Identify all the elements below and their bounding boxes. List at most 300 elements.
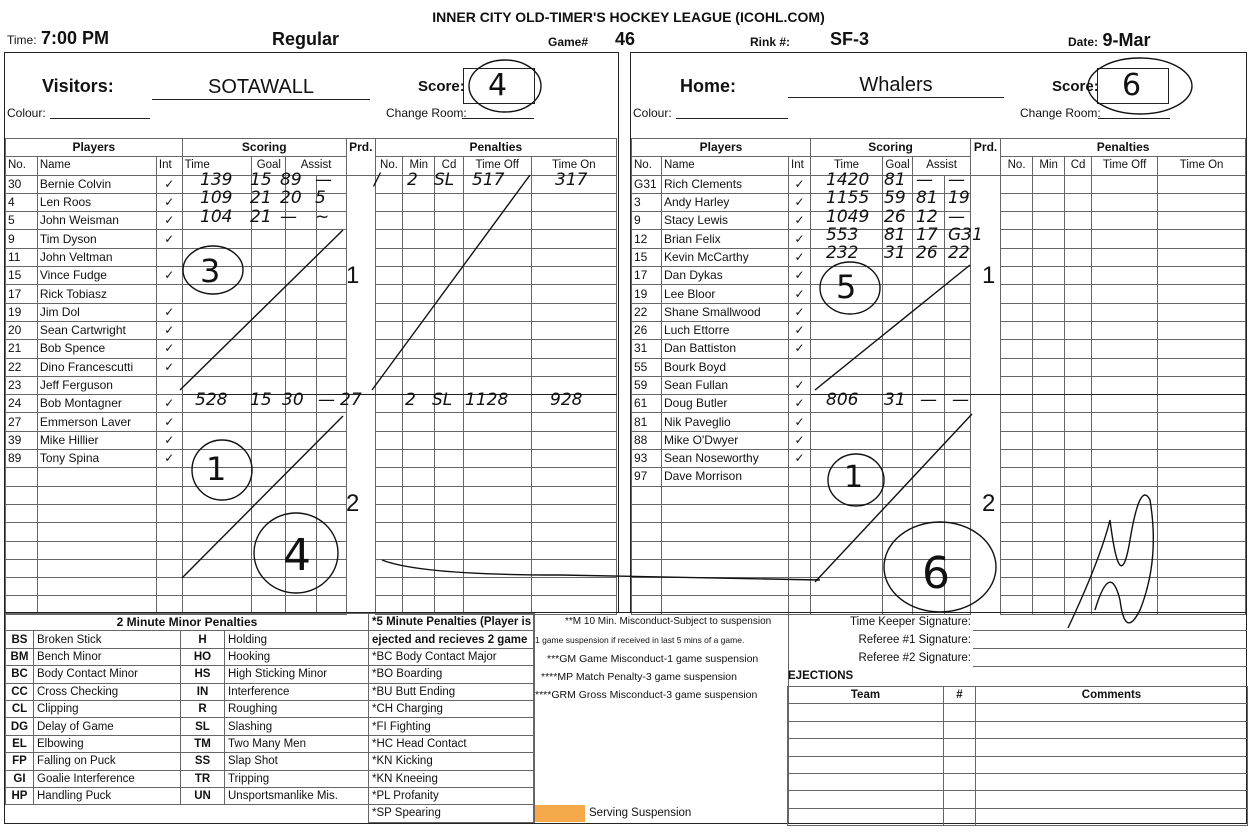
major-row: [369, 770, 534, 787]
home-p1-slash: [815, 265, 970, 390]
hw-goal: 59: [884, 188, 906, 209]
cell-no[interactable]: 23: [6, 376, 38, 394]
cell-name[interactable]: John Veltman: [37, 248, 156, 266]
min-col: Min: [1033, 157, 1065, 175]
visitors-p2-goals: 1: [206, 450, 227, 488]
ejections-team-col: Team: [788, 687, 944, 704]
name-col: Name: [37, 157, 156, 175]
ejection-cell[interactable]: [976, 739, 1248, 756]
cell-int[interactable]: ✓: [789, 267, 811, 285]
hw-assist: 26: [916, 243, 938, 264]
hw-assist: 17: [916, 224, 938, 245]
major-title-2: ejected and recieves 2 game: [369, 631, 534, 648]
assist-col: Assist: [913, 157, 971, 175]
time-col: Time: [182, 157, 252, 175]
minor-code: SL: [181, 718, 225, 735]
hw-a2: ~: [315, 206, 330, 227]
date-value: 9-Mar: [1102, 30, 1151, 50]
visitors-p1-goals: 3: [200, 252, 221, 290]
major-row: [369, 666, 534, 683]
cell-int[interactable]: ✓: [789, 321, 811, 339]
cell-no[interactable]: 4: [6, 193, 38, 211]
cell-no[interactable]: 9: [632, 212, 662, 230]
major-item: *KN Kneeing: [369, 770, 534, 787]
cell-no[interactable]: 17: [6, 285, 38, 303]
ejection-cell[interactable]: [944, 704, 976, 721]
home-room-label: Change Room:: [1020, 106, 1101, 120]
ejection-row: [788, 791, 1248, 808]
ejections-comments-col: Comments: [976, 687, 1248, 704]
cell-int[interactable]: ✓: [789, 395, 811, 413]
scoring-header: Scoring: [182, 139, 346, 157]
visitors-period-1: 1: [346, 262, 360, 289]
ejection-row: [788, 808, 1248, 825]
cell-int[interactable]: ✓: [789, 413, 811, 431]
minor-row: [6, 735, 369, 752]
cell-no[interactable]: 61: [632, 395, 662, 413]
visitors-room-label: Change Room:: [386, 106, 467, 120]
minor-desc: Broken Stick: [34, 631, 181, 648]
major-row: [369, 753, 534, 770]
ref1-line: [973, 648, 1247, 649]
minor-code: H: [181, 631, 225, 648]
ejection-cell[interactable]: [976, 808, 1248, 825]
home-label: Home:: [680, 76, 737, 96]
signature-scrawl: [1068, 495, 1153, 628]
minor-code: HS: [181, 666, 225, 683]
visitors-score-circle: [469, 60, 541, 112]
minor-desc: High Sticking Minor: [225, 666, 369, 683]
cell-no[interactable]: 15: [632, 248, 662, 266]
minor-code: R: [181, 700, 225, 717]
minor-desc: Hooking: [225, 648, 369, 665]
hw-goal: 81: [884, 170, 906, 190]
ejection-cell[interactable]: [976, 721, 1248, 738]
ejection-cell[interactable]: [976, 756, 1248, 773]
time-off-col: Time Off: [463, 157, 531, 175]
cell-int[interactable]: ✓: [156, 321, 182, 339]
minor-code: TR: [181, 770, 225, 787]
minor-desc: Slashing: [225, 718, 369, 735]
major-item: *FI Fighting: [369, 718, 534, 735]
hw-assist: —: [916, 170, 933, 190]
hw-a2: G31: [948, 224, 983, 245]
minor-code: FP: [6, 753, 34, 770]
cell-name[interactable]: Dan Dykas: [662, 267, 789, 285]
cell-no[interactable]: 93: [632, 450, 662, 468]
home-team-name: Whalers: [788, 74, 1004, 98]
ref2-label: Referee #2 Signature:: [858, 652, 971, 664]
cell-no[interactable]: 27: [6, 413, 38, 431]
ejection-cell[interactable]: [788, 739, 944, 756]
cell-no[interactable]: 17: [632, 267, 662, 285]
cell-int[interactable]: ✓: [789, 376, 811, 394]
game-value: 46: [615, 29, 636, 49]
ejection-cell[interactable]: [976, 791, 1248, 808]
cell-no[interactable]: 89: [6, 450, 38, 468]
misc-gm: ***GM Game Misconduct-1 game suspension: [547, 653, 759, 665]
cell-name[interactable]: Jim Dol: [37, 303, 156, 321]
int-col: Int: [156, 157, 182, 175]
cell-name[interactable]: Bob Montagner: [37, 395, 156, 413]
cell-no[interactable]: 55: [632, 358, 662, 376]
hw-goal: 26: [884, 206, 906, 227]
cell-int[interactable]: ✓: [156, 413, 182, 431]
cell-no[interactable]: 24: [6, 395, 38, 413]
minor-row: [6, 666, 369, 683]
major-title-1: *5 Minute Penalties (Player is: [369, 614, 534, 631]
minor-desc: Handling Puck: [34, 787, 181, 804]
cell-no[interactable]: 3: [632, 193, 662, 211]
minor-title: 2 Minute Minor Penalties: [6, 614, 369, 631]
cell-int[interactable]: ✓: [156, 267, 182, 285]
hw-pen-p2-no: 27: [340, 390, 362, 410]
ejection-cell[interactable]: [944, 808, 976, 825]
cell-name[interactable]: Stacy Lewis: [662, 212, 789, 230]
minor-row: [6, 631, 369, 648]
minor-code: IN: [181, 683, 225, 700]
hw-time: 553: [826, 224, 859, 245]
hw-p2-a2: —: [318, 390, 335, 410]
home-p1-circle: [820, 262, 880, 314]
hw-pen-min: 2: [407, 170, 418, 190]
cell-no[interactable]: 21: [6, 340, 38, 358]
minor-row: [6, 718, 369, 735]
visitors-score-label: Score:: [418, 78, 465, 95]
minor-row: [6, 753, 369, 770]
cell-no[interactable]: 30: [6, 175, 38, 193]
visitors-p1-pen-slash: [372, 175, 530, 390]
cell-int[interactable]: ✓: [156, 340, 182, 358]
minor-desc: Cross Checking: [34, 683, 181, 700]
cell-name[interactable]: John Weisman: [37, 212, 156, 230]
cell-name[interactable]: Kevin McCarthy: [662, 248, 789, 266]
signatures-block: [788, 613, 1247, 675]
cell-no[interactable]: 22: [632, 303, 662, 321]
timekeeper-line: [973, 630, 1247, 631]
cell-name[interactable]: Mike Hillier: [37, 431, 156, 449]
home-p2-slash: [815, 414, 972, 582]
cell-int[interactable]: ✓: [156, 230, 182, 248]
hw-assist: 20: [280, 188, 302, 209]
cell-name[interactable]: Bourk Boyd: [662, 358, 789, 376]
minor-code: UN: [181, 787, 225, 804]
cell-no[interactable]: G31: [632, 175, 662, 193]
serving-swatch: [535, 805, 585, 822]
cell-no[interactable]: 97: [632, 468, 662, 486]
visitors-final-circle: 4: [283, 530, 311, 581]
cell-no[interactable]: 9: [6, 230, 38, 248]
penalties-header: Penalties: [1001, 139, 1246, 157]
major-penalties-table: [368, 613, 534, 823]
hw-goal: 81: [884, 224, 906, 245]
home-colour-label: Colour:: [633, 106, 672, 120]
pen-no-col: No.: [1001, 157, 1033, 175]
players-header: Players: [632, 139, 811, 157]
minor-desc: Elbowing: [34, 735, 181, 752]
hw-a2: 19: [948, 188, 970, 209]
cell-no[interactable]: 22: [6, 358, 38, 376]
ejection-row: [788, 704, 1248, 721]
game-type: Regular: [272, 29, 340, 49]
ejection-cell[interactable]: [788, 808, 944, 825]
time-col: Time: [811, 157, 883, 175]
cell-int[interactable]: ✓: [789, 212, 811, 230]
goal-col: Goal: [252, 157, 286, 175]
visitors-p1-slash: [180, 230, 343, 390]
cell-no[interactable]: 39: [6, 431, 38, 449]
assist-col: Assist: [286, 157, 347, 175]
ejection-cell[interactable]: [788, 791, 944, 808]
hw-a2: 5: [315, 188, 326, 209]
ejection-cell[interactable]: [944, 739, 976, 756]
cell-int[interactable]: ✓: [156, 212, 182, 230]
cell-no[interactable]: 11: [6, 248, 38, 266]
cell-no[interactable]: 26: [632, 321, 662, 339]
visitors-p2-slash: [182, 416, 343, 578]
minor-code: DG: [6, 718, 34, 735]
hw-pen-p2-cd: SL: [432, 390, 453, 410]
minor-code: BS: [6, 631, 34, 648]
hw-time: 104: [200, 206, 233, 227]
hw-pen-p2-on: 928: [550, 390, 583, 410]
players-header: Players: [6, 139, 183, 157]
home-final-circle: 6: [922, 548, 950, 599]
cell-name[interactable]: Andy Harley: [662, 193, 789, 211]
cell-name[interactable]: Dan Battiston: [662, 340, 789, 358]
cell-name[interactable]: Lee Bloor: [662, 285, 789, 303]
minor-code: CL: [6, 700, 34, 717]
cell-name[interactable]: Emmerson Laver: [37, 413, 156, 431]
cell-int[interactable]: ✓: [156, 431, 182, 449]
hw-a2: —: [948, 206, 965, 227]
cell-int[interactable]: ✓: [789, 193, 811, 211]
cell-no[interactable]: 20: [6, 321, 38, 339]
ref2-line: [973, 666, 1247, 667]
time-on-col: Time On: [531, 157, 616, 175]
ref1-label: Referee #1 Signature:: [858, 634, 971, 646]
cell-name[interactable]: Sean Fullan: [662, 376, 789, 394]
cell-name[interactable]: Brian Felix: [662, 230, 789, 248]
hw-pen-no: /: [374, 170, 380, 190]
cell-no[interactable]: 31: [632, 340, 662, 358]
hw-time: 1155: [826, 188, 870, 209]
cell-name[interactable]: Sean Cartwright: [37, 321, 156, 339]
ejection-cell[interactable]: [788, 704, 944, 721]
hw-p2-time: 806: [826, 390, 859, 410]
hw-goal: 31: [884, 243, 906, 264]
home-p2-circle: [828, 454, 884, 506]
cell-name[interactable]: Dino Francescutti: [37, 358, 156, 376]
cell-no[interactable]: 12: [632, 230, 662, 248]
cell-int[interactable]: ✓: [156, 193, 182, 211]
hw-assist: 81: [916, 188, 938, 209]
ejection-cell[interactable]: [788, 721, 944, 738]
cell-name[interactable]: Vince Fudge: [37, 267, 156, 285]
ejection-cell[interactable]: [788, 773, 944, 790]
misc-mp: ****MP Match Penalty-3 game suspension: [541, 671, 737, 683]
minor-code: BM: [6, 648, 34, 665]
cell-name[interactable]: Doug Butler: [662, 395, 789, 413]
ejection-cell[interactable]: [944, 773, 976, 790]
ejection-cell[interactable]: [944, 721, 976, 738]
hw-a2: —: [315, 170, 332, 190]
hw-time: 1049: [826, 206, 870, 227]
minor-code: CC: [6, 683, 34, 700]
visitors-team-name: SOTAWALL: [152, 76, 370, 100]
cell-int[interactable]: ✓: [789, 230, 811, 248]
cell-int[interactable]: ✓: [789, 175, 811, 193]
minor-desc: Bench Minor: [34, 648, 181, 665]
cell-name[interactable]: Jeff Ferguson: [37, 376, 156, 394]
hw-pen-on: 317: [555, 170, 588, 190]
cell-name[interactable]: Len Roos: [37, 193, 156, 211]
minor-row: [6, 648, 369, 665]
minor-desc: Tripping: [225, 770, 369, 787]
cell-int[interactable]: ✓: [789, 248, 811, 266]
major-item: *SP Spearing: [369, 805, 534, 822]
time-on-col: Time On: [1158, 157, 1246, 175]
minor-desc: Delay of Game: [34, 718, 181, 735]
major-item: *BO Boarding: [369, 666, 534, 683]
cell-int[interactable]: ✓: [789, 431, 811, 449]
major-row: [369, 700, 534, 717]
goal-col: Goal: [883, 157, 913, 175]
minor-code: HO: [181, 648, 225, 665]
visitors-score-value: 4: [488, 68, 508, 103]
home-p2-goals: 1: [844, 460, 864, 495]
cell-no[interactable]: 81: [632, 413, 662, 431]
cell-name[interactable]: Sean Noseworthy: [662, 450, 789, 468]
cell-name[interactable]: Shane Smallwood: [662, 303, 789, 321]
hw-pen-p2-min: 2: [405, 390, 416, 410]
cell-name[interactable]: Dave Morrison: [662, 468, 789, 486]
carry-line: [382, 560, 820, 580]
minor-desc: Goalie Interference: [34, 770, 181, 787]
cell-int[interactable]: ✓: [156, 358, 182, 376]
visitors-final-ring: [254, 513, 338, 593]
prd-header: Prd.: [971, 139, 1001, 176]
misc-m: **M 10 Min. Misconduct-Subject to suspension: [565, 616, 772, 627]
hw-pen-cd: SL: [434, 170, 455, 190]
league-title: INNER CITY OLD-TIMER'S HOCKEY LEAGUE (ICOHL.COM): [432, 9, 825, 25]
visitors-period-2: 2: [346, 490, 360, 517]
ejection-row: [788, 773, 1248, 790]
cell-name[interactable]: Tony Spina: [37, 450, 156, 468]
home-period-2: 2: [982, 490, 996, 517]
ejection-row: [788, 721, 1248, 738]
cell-int[interactable]: ✓: [156, 450, 182, 468]
cell-int[interactable]: ✓: [789, 450, 811, 468]
minor-row: [6, 683, 369, 700]
home-period-1: 1: [982, 262, 996, 289]
cell-int[interactable]: ✓: [789, 303, 811, 321]
major-row: [369, 735, 534, 752]
cell-int[interactable]: ✓: [156, 395, 182, 413]
cell-name[interactable]: Bob Spence: [37, 340, 156, 358]
ejection-cell[interactable]: [944, 756, 976, 773]
time-off-col: Time Off: [1092, 157, 1158, 175]
hw-pen-p2-off: 1128: [465, 390, 509, 410]
no-col: No.: [6, 157, 38, 175]
minor-desc: Unsportsmanlike Mis.: [225, 787, 369, 804]
minor-row: [6, 700, 369, 717]
home-score-value: 6: [1122, 68, 1142, 103]
hw-p2-time: 528: [195, 390, 228, 410]
visitors-p1-circle: [183, 246, 243, 294]
misc-grm: ****GRM Gross Misconduct-3 game suspension: [535, 689, 758, 701]
minor-desc: Clipping: [34, 700, 181, 717]
cell-int[interactable]: ✓: [156, 303, 182, 321]
minor-code: BC: [6, 666, 34, 683]
minor-desc: Roughing: [225, 700, 369, 717]
minor-penalties-table: [5, 613, 369, 805]
cell-no[interactable]: 59: [632, 376, 662, 394]
cell-no[interactable]: 88: [632, 431, 662, 449]
major-item: *CH Charging: [369, 700, 534, 717]
minor-code: SS: [181, 753, 225, 770]
hw-p2-assist: —: [920, 390, 937, 410]
major-row: [369, 683, 534, 700]
ejections-num-col: #: [944, 687, 976, 704]
penalties-header: Penalties: [375, 139, 616, 157]
misc-column: [534, 613, 789, 823]
cell-no[interactable]: 5: [6, 212, 38, 230]
minor-code: HP: [6, 787, 34, 804]
ejection-cell[interactable]: [976, 704, 1248, 721]
major-item: *PL Profanity: [369, 787, 534, 804]
hw-assist: —: [280, 206, 297, 227]
major-row: [369, 718, 534, 735]
cell-int[interactable]: ✓: [156, 175, 182, 193]
major-item: *HC Head Contact: [369, 735, 534, 752]
cell-no[interactable]: 15: [6, 267, 38, 285]
int-col: Int: [789, 157, 811, 175]
ejection-cell[interactable]: [788, 756, 944, 773]
cell-no[interactable]: 19: [6, 303, 38, 321]
cell-name[interactable]: Mike O'Dwyer: [662, 431, 789, 449]
minor-desc: Slap Shot: [225, 753, 369, 770]
cell-name[interactable]: Luch Ettorre: [662, 321, 789, 339]
hw-assist: 12: [916, 206, 938, 227]
prd-header: Prd.: [346, 139, 375, 176]
hw-goal: 15: [250, 170, 272, 190]
cell-no[interactable]: 19: [632, 285, 662, 303]
major-row: [369, 648, 534, 665]
cell-int[interactable]: ✓: [789, 285, 811, 303]
minor-desc: Holding: [225, 631, 369, 648]
cell-name[interactable]: Tim Dyson: [37, 230, 156, 248]
hw-time: 1420: [826, 170, 870, 190]
timekeeper-label: Time Keeper Signature:: [849, 616, 971, 628]
major-item: *BC Body Contact Major: [369, 648, 534, 665]
cell-name[interactable]: Bernie Colvin: [37, 175, 156, 193]
minor-desc: Two Many Men: [225, 735, 369, 752]
cell-name[interactable]: Nik Paveglio: [662, 413, 789, 431]
ejection-row: [788, 739, 1248, 756]
ejection-cell[interactable]: [976, 773, 1248, 790]
home-final-ring: [884, 522, 996, 612]
ejection-cell[interactable]: [944, 791, 976, 808]
hw-time: 232: [826, 243, 859, 264]
cell-name[interactable]: Rick Tobiasz: [37, 285, 156, 303]
time-value: 7:00 PM: [41, 28, 110, 48]
cell-name[interactable]: Rich Clements: [662, 175, 789, 193]
minor-code: GI: [6, 770, 34, 787]
visitors-colour-label: Colour:: [7, 106, 46, 120]
serving-label: Serving Suspension: [589, 807, 692, 819]
cell-int[interactable]: ✓: [789, 340, 811, 358]
